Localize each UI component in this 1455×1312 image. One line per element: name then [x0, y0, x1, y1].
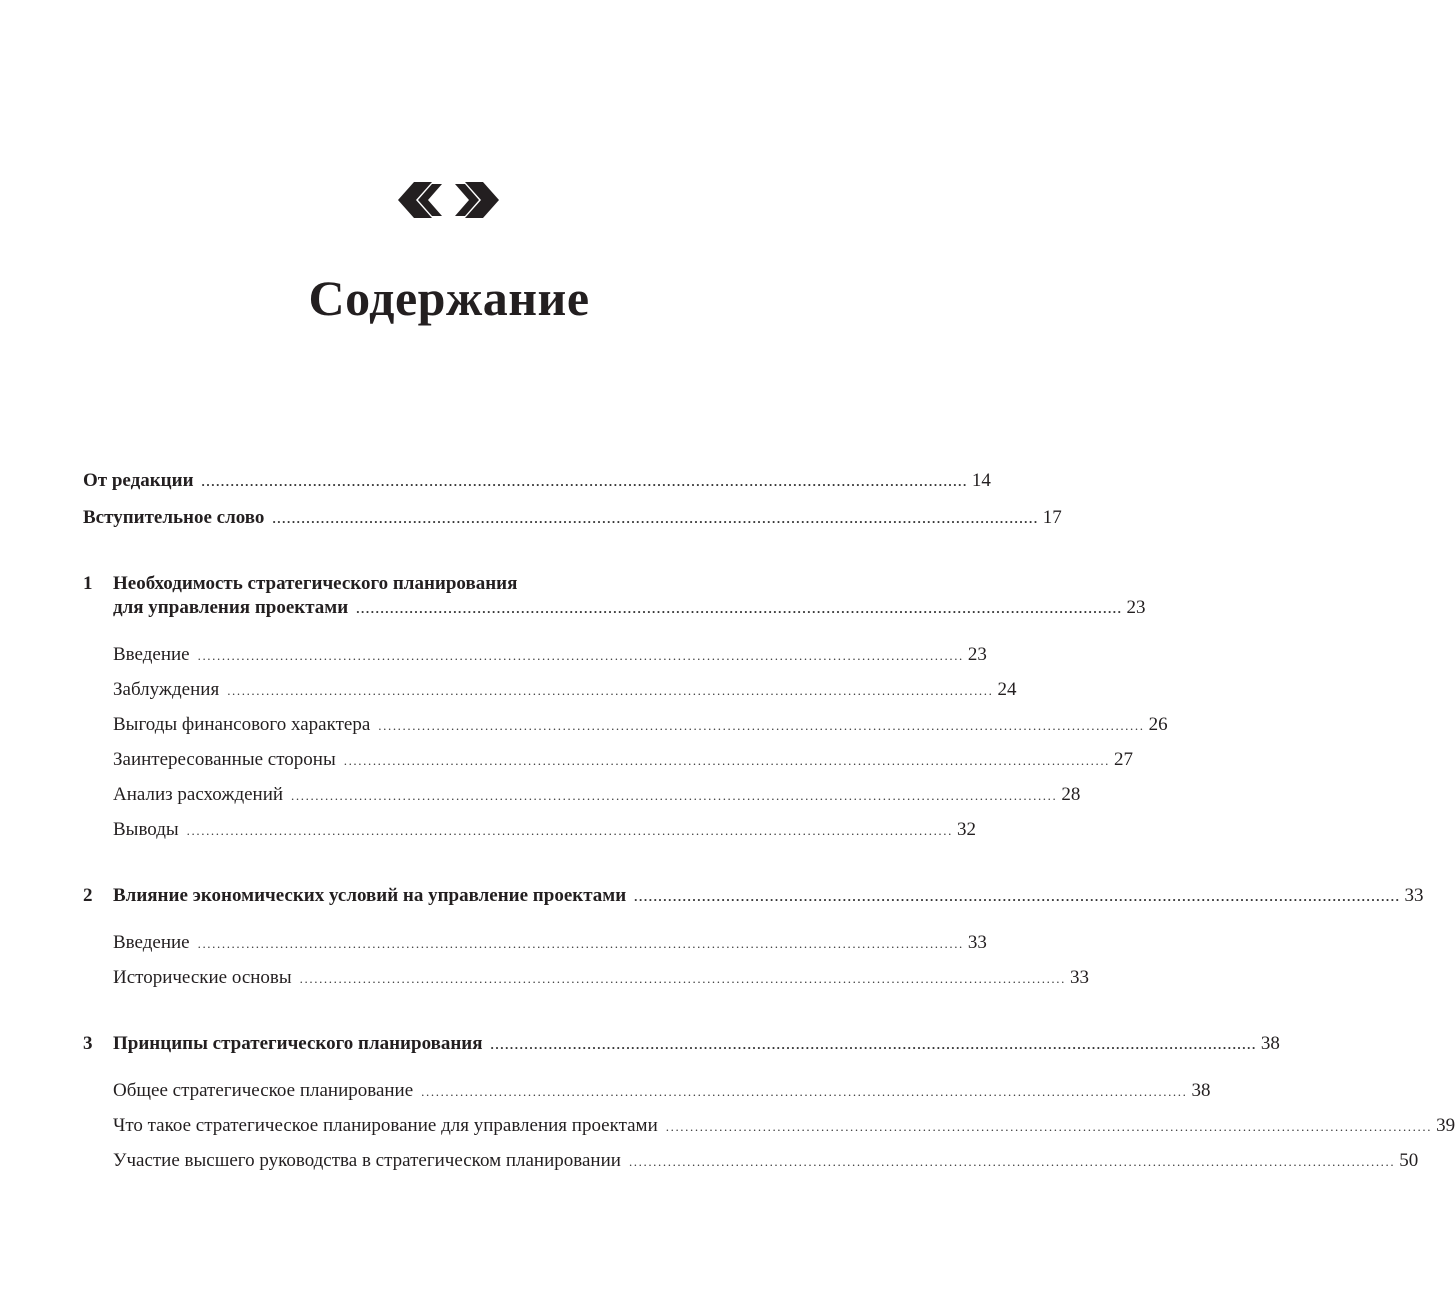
toc-entry-label: Исторические основы [113, 967, 292, 988]
leader-dots: .............................................................................................................................................................. [421, 1084, 1188, 1099]
leader-dots: .............................................................................................................................................................. [378, 718, 1145, 733]
toc-entry-section[interactable] [113, 1078, 1211, 1104]
toc-entry-page: 39 [1436, 1115, 1455, 1136]
toc-entry-label: Заинтересованные стороны [113, 749, 336, 770]
leader-dots: .............................................................................................................................................................. [186, 823, 953, 838]
toc-entry-page: 26 [1148, 714, 1168, 735]
toc-entry-label: Участие высшего руководства в стратегическом планировании [113, 1150, 621, 1171]
toc-entry-label: Общее стратегическое планирование [113, 1080, 414, 1101]
leader-dots: .............................................................................................................................................................. [197, 936, 964, 951]
toc-entry-section[interactable] [113, 712, 1168, 738]
toc-entry-page: 38 [1260, 1033, 1280, 1054]
toc-entry-page: 27 [1114, 749, 1134, 770]
toc-entry-label: Выгоды финансового характера [113, 714, 371, 735]
toc-entry-page: 33 [1404, 885, 1424, 906]
toc-entry-page: 24 [997, 679, 1017, 700]
chapter-number: 2 [83, 885, 93, 906]
chapter-title-line1: Влияние экономических условий на управление проектами [113, 885, 627, 906]
toc-entry-chapter-3[interactable] [113, 1031, 1280, 1057]
toc-entry-chapter-1[interactable] [113, 595, 1146, 621]
leader-dots: .............................................................................................................................................................. [201, 474, 968, 489]
toc-entry-page: 50 [1399, 1150, 1419, 1171]
toc-entry-section[interactable] [113, 642, 987, 668]
leader-dots: .............................................................................................................................................................. [197, 648, 964, 663]
toc-entry-label: Заблуждения [113, 679, 220, 700]
toc-entry-page: 23 [967, 644, 987, 665]
page-title: Содержание [308, 270, 590, 326]
toc-entry-page: 17 [1042, 507, 1062, 528]
toc-entry-label: Введение [113, 644, 190, 665]
toc-entry-chapter-2[interactable] [113, 883, 1424, 909]
toc-entry-page: 14 [971, 470, 991, 491]
toc-entry-page: 33 [967, 932, 987, 953]
toc-entry-section[interactable] [113, 747, 1134, 773]
chapter-title-line1[interactable]: Необходимость стратегического планирования [113, 573, 518, 594]
leader-dots: .............................................................................................................................................................. [634, 889, 1401, 904]
toc-entry-page: 33 [1069, 967, 1089, 988]
toc-entry-front-1[interactable] [83, 468, 991, 494]
toc-entry-label: Что такое стратегическое планирование для управления проектами [113, 1115, 658, 1136]
chapter-title-line1: Принципы стратегического планирования [113, 1033, 483, 1054]
leader-dots: .............................................................................................................................................................. [343, 753, 1111, 768]
toc-entry-label: От редакции [83, 470, 194, 491]
leader-dots: .............................................................................................................................................................. [227, 683, 994, 698]
chapter-title-line2: для управления проектами [113, 597, 349, 618]
toc-entry-section[interactable] [113, 1148, 1419, 1174]
toc-entry-label: Вступительное слово [83, 507, 265, 528]
leader-dots: .............................................................................................................................................................. [299, 971, 1066, 986]
toc-entry-section[interactable] [113, 1113, 1455, 1139]
chapter-number: 1 [83, 573, 93, 594]
toc-entry-front-2[interactable] [83, 505, 1062, 531]
toc-entry-section[interactable] [113, 930, 987, 956]
toc-entry-page: 23 [1126, 597, 1146, 618]
leader-dots: .............................................................................................................................................................. [291, 788, 1058, 803]
toc-entry-page: 32 [956, 819, 976, 840]
leader-dots: .............................................................................................................................................................. [665, 1119, 1433, 1134]
leader-dots: .............................................................................................................................................................. [490, 1037, 1257, 1052]
toc-entry-section[interactable] [113, 677, 1017, 703]
leader-dots: .............................................................................................................................................................. [628, 1154, 1396, 1169]
toc-entry-section[interactable] [113, 782, 1081, 808]
double-chevron-ornament-icon [398, 182, 499, 218]
toc-entry-section[interactable] [113, 817, 976, 843]
toc-entry-label: Выводы [113, 819, 179, 840]
toc-entry-label: Введение [113, 932, 190, 953]
chapter-number: 3 [83, 1033, 93, 1054]
toc-entry-page: 28 [1061, 784, 1081, 805]
toc-entry-section[interactable] [113, 965, 1089, 991]
toc-entry-label: Анализ расхождений [113, 784, 284, 805]
toc-entry-page: 38 [1191, 1080, 1211, 1101]
leader-dots: .............................................................................................................................................................. [356, 601, 1123, 616]
leader-dots: .............................................................................................................................................................. [272, 511, 1039, 526]
